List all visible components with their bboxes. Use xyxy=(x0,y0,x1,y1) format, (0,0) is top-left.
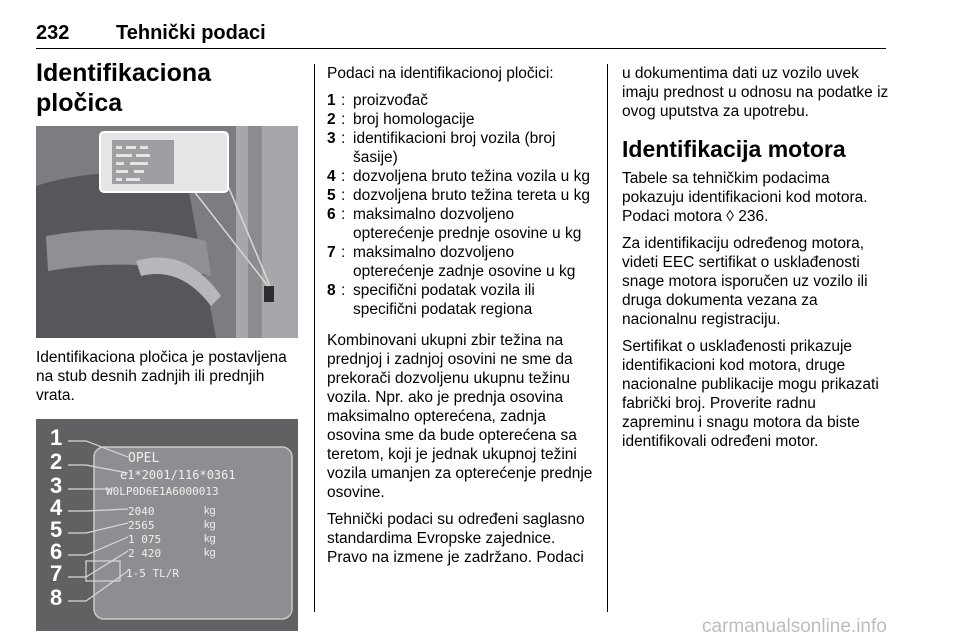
plate-line: 1-5 TL/R xyxy=(126,567,179,580)
column-right xyxy=(622,64,892,459)
column-middle xyxy=(327,64,593,575)
list-item: 2 : broj homologacije xyxy=(327,111,475,128)
plate-callout: 2 xyxy=(50,449,63,474)
list-item: 1 : proizvođač xyxy=(327,92,428,109)
section-title-engine: Identifikacija motora xyxy=(622,136,846,162)
plate-callout: 1 xyxy=(50,425,63,450)
plate-unit: kg xyxy=(204,505,216,517)
column-divider xyxy=(314,64,315,612)
plate-callout: 5 xyxy=(50,517,63,542)
plate-caption: Identifikaciona pločica je postavljena na stub desnih zadnjih ili prednjih vrata. xyxy=(36,349,287,404)
plate-unit: kg xyxy=(204,547,216,559)
page-header xyxy=(36,18,886,49)
paragraph-documents: u dokumentima dati uz vozilo uvek imaju prednost u odnosu na podatke iz ovog uputstva za upotrebu. xyxy=(622,65,889,120)
plate-data-intro: Podaci na identifikacionoj pločici: xyxy=(327,65,554,82)
plate-unit: kg xyxy=(204,533,216,545)
list-item: 8 : specifični podatak vozila ili specifični podatak regiona xyxy=(327,282,535,318)
list-item: 6 : maksimalno dozvoljeno opterećenje prednje osovine u kg xyxy=(327,206,582,242)
plate-callout: 6 xyxy=(50,539,63,564)
paragraph-eec-certificate: Za identifikaciju određenog motora, videti EEC sertifikat o usklađenosti snage motora isporučen uz vozilo ili druga dokumenta vezana za nacionalnu registraciju. xyxy=(622,235,868,328)
running-title: Tehnički podaci xyxy=(116,22,266,44)
column-divider xyxy=(607,64,608,612)
plate-unit: kg xyxy=(204,519,216,531)
list-item: 4 : dozvoljena bruto težina vozila u kg xyxy=(327,168,590,185)
list-item: 7 : maksimalno dozvoljeno opterećenje zadnje osovine u kg xyxy=(327,244,576,280)
list-item: 3 : identifikacioni broj vozila (broj šasije) xyxy=(327,130,556,166)
plate-line: W0LP0D6E1A6000013 xyxy=(106,485,219,498)
column-left xyxy=(36,58,300,631)
plate-callout: 8 xyxy=(50,585,63,610)
page-number: 232 xyxy=(36,22,70,44)
watermark: carmanualsonline.info xyxy=(702,616,887,637)
plate-callout: 7 xyxy=(50,561,63,586)
plate-figure xyxy=(36,419,298,631)
plate-callout: 4 xyxy=(50,495,63,520)
door-pillar-illustration xyxy=(36,126,298,338)
door-pillar-photo xyxy=(36,126,298,338)
plate-line: 2 420 xyxy=(128,547,162,560)
paragraph-conformity: Sertifikat o usklađenosti prikazuje identifikacioni kod motora, druge nacionalne publikacije mogu prikazati fabrički broj. Proverite radnu zapreminu i snagu motora da biste identifikovali određeni motor. xyxy=(622,338,879,450)
paragraph-axle-load: Kombinovani ukupni zbir težina na prednjoj i zadnjoj osovini ne sme da prekorači dozvoljenu ukupnu težinu vozila. Npr. ako je prednja osovina maksimalno opterećena, zadnja osovina sme da bude opterećena sa teretom, koji je jednak ukupnoj težini vozila umanjen za opterećenje prednje osovine. xyxy=(327,332,593,501)
list-item: 5 : dozvoljena bruto težina tereta u kg xyxy=(327,187,590,204)
plate-line: 1 075 xyxy=(128,533,162,546)
paragraph-engine-tables: Tabele sa tehničkim podacima pokazuju identifikacioni kod motora. Podaci motora ◊ 236. xyxy=(622,170,868,225)
plate-data-list xyxy=(327,91,593,319)
plate-line: OPEL xyxy=(128,451,160,466)
plate-diagram xyxy=(36,419,298,631)
plate-line: 2565 xyxy=(128,519,155,532)
plate-line: 2040 xyxy=(128,505,155,518)
plate-line: e1*2001/116*0361 xyxy=(120,468,236,482)
section-title-plate: Identifikaciona pločica xyxy=(36,59,212,117)
paragraph-standards: Tehnički podaci su određeni saglasno standardima Evropske zajednice. Pravo na izmene je zadržano. Podaci xyxy=(327,511,585,566)
plate-callout: 3 xyxy=(50,473,63,498)
